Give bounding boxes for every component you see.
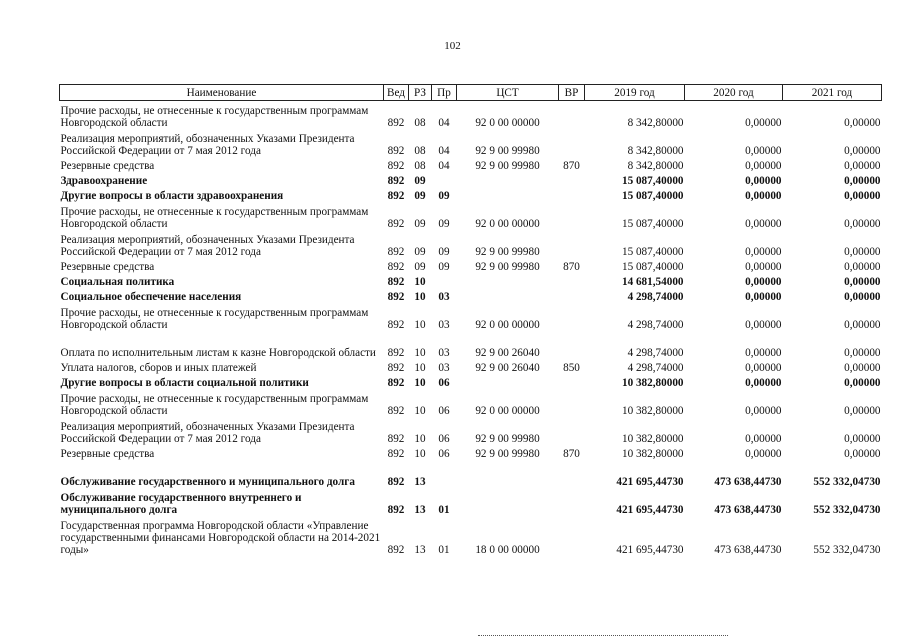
cell-name: Реализация мероприятий, обозначенных Указами Президента Российской Федерации от 7 мая 2012 года (60, 234, 355, 258)
cell-2021: 0,00000 (844, 319, 881, 331)
cell-rz: 10 (414, 362, 426, 374)
cell-vr: 870 (563, 448, 580, 460)
cell-pr: 03 (438, 347, 450, 359)
cell-ved: 892 (387, 117, 405, 129)
cell-2019: 4 298,74000 (627, 319, 684, 331)
cell-2021: 0,00000 (844, 347, 881, 359)
cell-ved: 892 (387, 544, 405, 556)
cell-vr (559, 460, 585, 488)
cell-2020: 0,00000 (745, 276, 782, 288)
cell-cst (457, 460, 559, 488)
cell-ved: 892 (387, 175, 405, 187)
cell-cst (457, 288, 559, 303)
cell-rz: 08 (414, 160, 426, 172)
cell-cst (457, 488, 559, 516)
cell-2020: 0,00000 (745, 117, 782, 129)
cell-pr: 06 (438, 448, 450, 460)
header-2020: 2020 год (685, 85, 783, 101)
cell-name: Здравоохранение (60, 175, 148, 187)
cell-2020: 0,00000 (745, 145, 782, 157)
cell-vr (559, 202, 585, 230)
cell-2020: 473 638,44730 (714, 504, 782, 516)
cell-cst: 92 9 00 99980 (475, 261, 540, 273)
cell-cst (457, 187, 559, 202)
cell-vr: 850 (563, 362, 580, 374)
cell-rz: 10 (414, 448, 426, 460)
cell-rz: 09 (414, 261, 426, 273)
cell-cst: 92 9 00 26040 (475, 347, 540, 359)
header-2021: 2021 год (783, 85, 882, 101)
header-name: Наименование (60, 85, 384, 101)
cell-rz: 10 (414, 291, 426, 303)
table-row (60, 101, 882, 130)
cell-name: Оплата по исполнительным листам к казне Новгородской области (60, 347, 376, 359)
cell-pr: 09 (438, 190, 450, 202)
cell-name: Другие вопросы в области социальной политики (60, 377, 309, 389)
cell-2020: 473 638,44730 (714, 476, 782, 488)
table-header (60, 85, 882, 101)
cell-rz: 09 (414, 190, 426, 202)
cell-2021: 0,00000 (844, 218, 881, 230)
cell-vr (559, 230, 585, 258)
cell-2020: 0,00000 (745, 405, 782, 417)
cell-vr (559, 273, 585, 288)
cell-rz: 10 (414, 319, 426, 331)
cell-rz: 13 (414, 504, 426, 516)
cell-name: Социальное обеспечение населения (60, 291, 242, 303)
cell-pr: 03 (438, 319, 450, 331)
table-row (60, 445, 882, 460)
table-row (60, 516, 882, 556)
cell-name: Обслуживание государственного внутреннего и муниципального долга (60, 492, 302, 516)
cell-ved: 892 (387, 218, 405, 230)
cell-2019: 15 087,40000 (621, 175, 684, 187)
cell-vr: 870 (563, 261, 580, 273)
cell-cst: 92 9 00 99980 (475, 448, 540, 460)
cell-2020: 0,00000 (745, 347, 782, 359)
cell-2019: 8 342,80000 (627, 117, 684, 129)
cell-cst (457, 172, 559, 187)
cell-2021: 0,00000 (844, 175, 881, 187)
cell-ved: 892 (387, 362, 405, 374)
cell-cst: 18 0 00 00000 (475, 544, 540, 556)
cell-cst: 92 0 00 00000 (475, 319, 540, 331)
cell-2019: 15 087,40000 (621, 246, 684, 258)
cell-vr (559, 303, 585, 331)
table-row (60, 488, 882, 516)
cell-2019: 10 382,80000 (621, 433, 684, 445)
cell-cst: 92 0 00 00000 (475, 405, 540, 417)
cell-ved: 892 (387, 347, 405, 359)
header-ved: Вед (384, 85, 409, 101)
cell-cst: 92 9 00 99980 (475, 145, 540, 157)
table-row (60, 258, 882, 273)
cell-pr: 06 (438, 433, 450, 445)
page-number: 102 (444, 40, 461, 52)
cell-ved: 892 (387, 319, 405, 331)
cell-cst: 92 9 00 99980 (475, 433, 540, 445)
cell-2019: 421 695,44730 (616, 504, 684, 516)
cell-ved: 892 (387, 276, 405, 288)
cell-2019: 14 681,54000 (621, 276, 684, 288)
cell-pr: 04 (438, 117, 450, 129)
cell-2021: 0,00000 (844, 276, 881, 288)
cell-ved: 892 (387, 246, 405, 258)
cell-2021: 0,00000 (844, 246, 881, 258)
cell-vr (559, 488, 585, 516)
table-row (60, 417, 882, 445)
cell-ved: 892 (387, 433, 405, 445)
cell-2021: 552 332,04730 (813, 544, 881, 556)
cell-2021: 552 332,04730 (813, 504, 881, 516)
cell-name: Другие вопросы в области здравоохранения (60, 190, 284, 202)
cell-rz: 10 (414, 433, 426, 445)
cell-name: Реализация мероприятий, обозначенных Указами Президента Российской Федерации от 7 мая 2012 года (60, 421, 355, 445)
cell-vr (559, 187, 585, 202)
cell-2020: 0,00000 (745, 246, 782, 258)
cell-ved: 892 (387, 504, 405, 516)
cell-2019: 4 298,74000 (627, 291, 684, 303)
table-row (60, 157, 882, 172)
cell-2021: 552 332,04730 (813, 476, 881, 488)
cell-2021: 0,00000 (844, 362, 881, 374)
cell-pr (432, 460, 457, 488)
cell-rz: 13 (414, 544, 426, 556)
cell-rz: 10 (414, 377, 426, 389)
cell-ved: 892 (387, 405, 405, 417)
cell-pr (432, 273, 457, 288)
cell-cst: 92 9 00 99980 (475, 160, 540, 172)
table-row (60, 359, 882, 374)
cell-2019: 15 087,40000 (621, 218, 684, 230)
cell-name: Прочие расходы, не отнесенные к государственным программам Новгородской области (60, 307, 369, 331)
header-pr: Пр (432, 85, 457, 101)
table-row (60, 172, 882, 187)
cell-name: Резервные средства (60, 261, 155, 273)
cell-2019: 15 087,40000 (621, 190, 684, 202)
cell-2019: 10 382,80000 (621, 377, 684, 389)
header-rz: РЗ (409, 85, 432, 101)
cell-vr (559, 374, 585, 389)
cell-2019: 421 695,44730 (616, 544, 684, 556)
cell-vr (559, 417, 585, 445)
table-row (60, 389, 882, 417)
cell-vr (559, 101, 585, 130)
cell-2021: 0,00000 (844, 291, 881, 303)
table-row (60, 202, 882, 230)
table-row (60, 187, 882, 202)
cell-2020: 0,00000 (745, 319, 782, 331)
cell-vr (559, 331, 585, 359)
cell-pr: 06 (438, 377, 450, 389)
cell-rz: 08 (414, 117, 426, 129)
cell-2019: 8 342,80000 (627, 160, 684, 172)
cell-2020: 0,00000 (745, 448, 782, 460)
cell-2020: 0,00000 (745, 175, 782, 187)
cell-2021: 0,00000 (844, 190, 881, 202)
cell-ved: 892 (387, 160, 405, 172)
budget-table (59, 84, 882, 556)
cell-name: Прочие расходы, не отнесенные к государственным программам Новгородской области (60, 105, 369, 129)
cell-2021: 0,00000 (844, 433, 881, 445)
cell-2021: 0,00000 (844, 261, 881, 273)
cell-rz: 09 (414, 175, 426, 187)
cell-ved: 892 (387, 145, 405, 157)
cell-2019: 15 087,40000 (621, 261, 684, 273)
cell-pr: 04 (438, 160, 450, 172)
cell-vr (559, 129, 585, 157)
cell-vr: 870 (563, 160, 580, 172)
cell-2021: 0,00000 (844, 377, 881, 389)
cell-2019: 4 298,74000 (627, 362, 684, 374)
cell-rz: 09 (414, 218, 426, 230)
cell-name: Резервные средства (60, 160, 155, 172)
cell-2020: 0,00000 (745, 433, 782, 445)
cell-name: Резервные средства (60, 448, 155, 460)
cell-pr: 01 (438, 504, 450, 516)
header-2019: 2019 год (585, 85, 685, 101)
table-body (60, 101, 882, 557)
table-row (60, 230, 882, 258)
cell-2020: 0,00000 (745, 261, 782, 273)
cell-2020: 0,00000 (745, 377, 782, 389)
cell-name: Прочие расходы, не отнесенные к государственным программам Новгородской области (60, 206, 369, 230)
cell-rz: 08 (414, 145, 426, 157)
table-row (60, 288, 882, 303)
cell-vr (559, 288, 585, 303)
cell-rz: 09 (414, 246, 426, 258)
cell-pr: 01 (438, 544, 450, 556)
cell-2020: 0,00000 (745, 362, 782, 374)
table-row (60, 273, 882, 288)
cell-name: Социальная политика (60, 276, 175, 288)
cell-pr: 03 (438, 291, 450, 303)
cell-ved: 892 (387, 291, 405, 303)
cell-ved: 892 (387, 190, 405, 202)
cell-cst: 92 9 00 26040 (475, 362, 540, 374)
cell-pr: 06 (438, 405, 450, 417)
cell-cst: 92 0 00 00000 (475, 218, 540, 230)
cell-ved: 892 (387, 476, 405, 488)
cell-vr (559, 389, 585, 417)
cell-cst: 92 0 00 00000 (475, 117, 540, 129)
cell-2021: 0,00000 (844, 160, 881, 172)
cell-rz: 10 (414, 347, 426, 359)
cell-name: Прочие расходы, не отнесенные к государственным программам Новгородской области (60, 393, 369, 417)
table-row (60, 303, 882, 331)
cell-name: Уплата налогов, сборов и иных платежей (60, 362, 257, 374)
cell-rz: 13 (414, 476, 426, 488)
cell-pr: 09 (438, 246, 450, 258)
cell-2021: 0,00000 (844, 145, 881, 157)
cell-pr: 04 (438, 145, 450, 157)
cell-name: Обслуживание государственного и муниципального долга (60, 476, 355, 488)
table-row (60, 460, 882, 488)
cell-pr: 09 (438, 261, 450, 273)
cell-rz: 10 (414, 276, 426, 288)
cell-pr: 09 (438, 218, 450, 230)
table-row (60, 331, 882, 359)
cell-2020: 0,00000 (745, 160, 782, 172)
cell-2019: 421 695,44730 (616, 476, 684, 488)
table-row (60, 129, 882, 157)
cell-name: Государственная программа Новгородской области «Управление государственными финансами Новгородской области на 2014-2021 годы» (60, 520, 381, 556)
cell-vr (559, 516, 585, 556)
cell-2019: 8 342,80000 (627, 145, 684, 157)
cell-cst: 92 9 00 99980 (475, 246, 540, 258)
cell-2021: 0,00000 (844, 117, 881, 129)
cell-2021: 0,00000 (844, 405, 881, 417)
cell-2019: 4 298,74000 (627, 347, 684, 359)
cell-2020: 0,00000 (745, 218, 782, 230)
table-row (60, 374, 882, 389)
cell-rz: 10 (414, 405, 426, 417)
cell-2020: 473 638,44730 (714, 544, 782, 556)
cell-pr (432, 172, 457, 187)
cell-ved: 892 (387, 261, 405, 273)
cell-ved: 892 (387, 448, 405, 460)
cell-2021: 0,00000 (844, 448, 881, 460)
cell-cst (457, 273, 559, 288)
cell-cst (457, 374, 559, 389)
cell-2019: 10 382,80000 (621, 448, 684, 460)
header-vr: ВР (559, 85, 585, 101)
cell-2020: 0,00000 (745, 190, 782, 202)
cell-vr (559, 172, 585, 187)
header-cst: ЦСТ (457, 85, 559, 101)
cell-ved: 892 (387, 377, 405, 389)
footer-divider (478, 635, 728, 636)
cell-2019: 10 382,80000 (621, 405, 684, 417)
cell-2020: 0,00000 (745, 291, 782, 303)
cell-pr: 03 (438, 362, 450, 374)
cell-name: Реализация мероприятий, обозначенных Указами Президента Российской Федерации от 7 мая 2012 года (60, 133, 355, 157)
